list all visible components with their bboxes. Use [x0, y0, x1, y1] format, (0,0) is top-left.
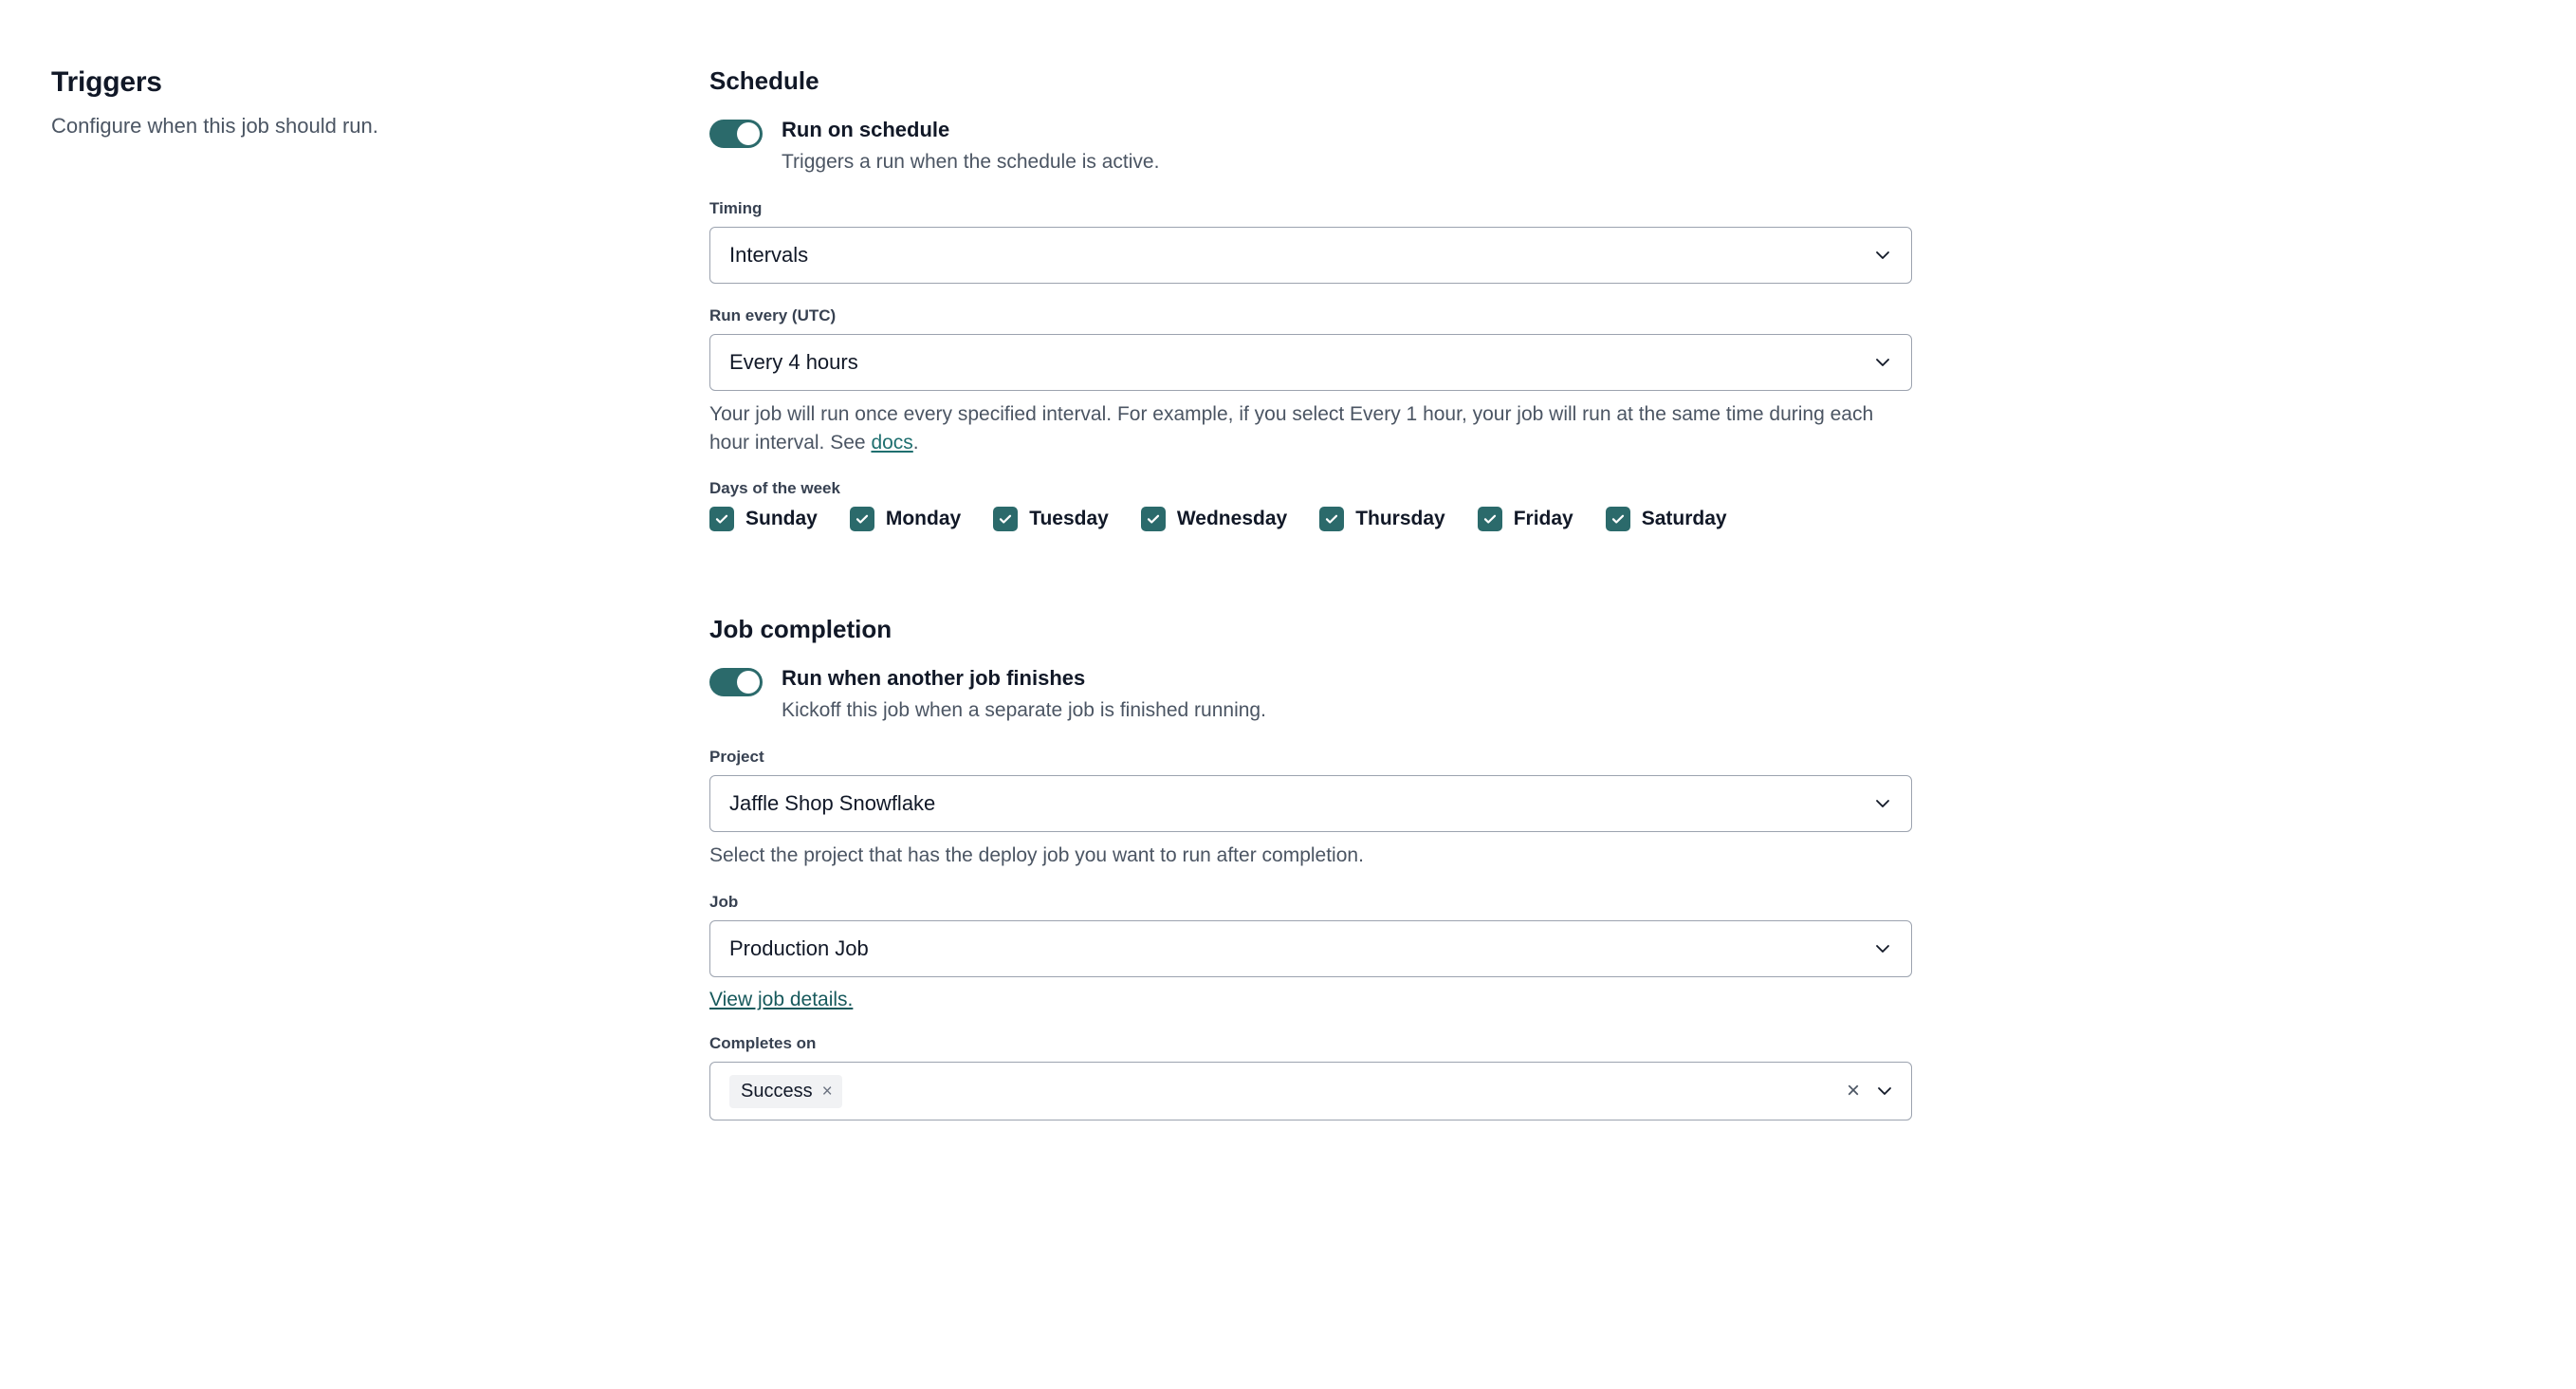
timing-field — [709, 199, 1942, 284]
completes-on-field — [709, 1034, 1942, 1120]
run-every-select[interactable] — [709, 334, 1912, 391]
timing-value: Intervals — [729, 242, 809, 267]
check-icon — [1606, 507, 1630, 531]
page-subtitle: Configure when this job should run. — [51, 114, 378, 138]
day-checkbox-sunday[interactable] — [709, 507, 818, 531]
run-every-help — [709, 400, 1904, 457]
completes-on-chip — [729, 1075, 842, 1108]
days-of-week-label: Days of the week — [709, 479, 840, 498]
project-field — [709, 748, 1942, 870]
days-of-week-row — [709, 507, 1942, 531]
chip-label: Success — [741, 1080, 813, 1102]
run-every-help-suffix: . — [912, 431, 919, 454]
day-label: Friday — [1513, 508, 1573, 530]
day-checkbox-wednesday[interactable] — [1141, 507, 1287, 531]
chevron-down-icon — [1873, 939, 1892, 958]
page-title: Triggers — [51, 66, 162, 98]
day-label: Tuesday — [1029, 508, 1109, 530]
run-when-job-finishes-row — [709, 665, 1942, 723]
project-select[interactable] — [709, 775, 1912, 832]
project-label: Project — [709, 748, 764, 767]
section-spacer — [709, 554, 1942, 615]
check-icon — [1478, 507, 1502, 531]
day-label: Sunday — [745, 508, 818, 530]
job-select[interactable] — [709, 920, 1912, 977]
completes-on-label: Completes on — [709, 1034, 817, 1053]
chevron-down-icon — [1873, 794, 1892, 813]
days-of-week-field — [709, 479, 1942, 531]
run-when-job-finishes-description: Kickoff this job when a separate job is finished running. — [782, 698, 1266, 721]
day-label: Wednesday — [1176, 508, 1288, 530]
check-icon — [850, 507, 874, 531]
check-icon — [709, 507, 734, 531]
day-checkbox-tuesday[interactable] — [993, 507, 1109, 531]
run-every-help-prefix: Your job will run once every specified interval. For example, if you select Every 1 hour, your job will run at the same time during each hour interval. See — [709, 402, 1874, 454]
view-job-details-link[interactable]: View job details. — [709, 989, 854, 1011]
completes-on-multiselect[interactable] — [709, 1062, 1912, 1120]
chevron-down-icon[interactable] — [1875, 1082, 1894, 1101]
check-icon — [1319, 507, 1344, 531]
job-label: Job — [709, 893, 739, 912]
schedule-heading: Schedule — [709, 66, 819, 95]
run-on-schedule-label: Run on schedule — [782, 118, 950, 141]
timing-label: Timing — [709, 198, 763, 217]
timing-select[interactable] — [709, 227, 1912, 284]
triggers-intro — [51, 66, 677, 140]
docs-link[interactable]: docs — [871, 431, 913, 454]
chevron-down-icon — [1873, 353, 1892, 372]
day-label: Monday — [885, 508, 962, 530]
chip-remove-icon[interactable]: × — [821, 1081, 833, 1102]
run-on-schedule-toggle[interactable] — [709, 120, 763, 148]
day-checkbox-friday[interactable] — [1478, 507, 1573, 531]
day-checkbox-monday[interactable] — [850, 507, 961, 531]
job-field — [709, 893, 1942, 1011]
chevron-down-icon — [1873, 246, 1892, 265]
day-checkbox-saturday[interactable] — [1606, 507, 1727, 531]
day-label: Thursday — [1355, 508, 1445, 530]
multiselect-actions — [1847, 1080, 1894, 1102]
run-every-label: Run every (UTC) — [709, 306, 837, 324]
project-value: Jaffle Shop Snowflake — [729, 791, 936, 816]
toggle-knob — [737, 671, 760, 694]
check-icon — [1141, 507, 1166, 531]
run-when-job-finishes-toggle[interactable] — [709, 668, 763, 696]
day-checkbox-thursday[interactable] — [1319, 507, 1445, 531]
run-every-field — [709, 306, 1942, 457]
toggle-knob — [737, 122, 760, 145]
job-completion-heading: Job completion — [709, 615, 892, 644]
run-when-job-finishes-label: Run when another job finishes — [782, 666, 1086, 691]
job-value: Production Job — [729, 936, 869, 961]
check-icon — [993, 507, 1018, 531]
run-every-value: Every 4 hours — [729, 349, 858, 374]
clear-icon[interactable]: × — [1846, 1078, 1860, 1104]
triggers-form — [709, 66, 1942, 1143]
day-label: Saturday — [1641, 508, 1727, 530]
project-help: Select the project that has the deploy job you want to run after completion. — [709, 844, 1364, 867]
run-on-schedule-row — [709, 117, 1942, 175]
run-on-schedule-description: Triggers a run when the schedule is active. — [782, 150, 1160, 173]
